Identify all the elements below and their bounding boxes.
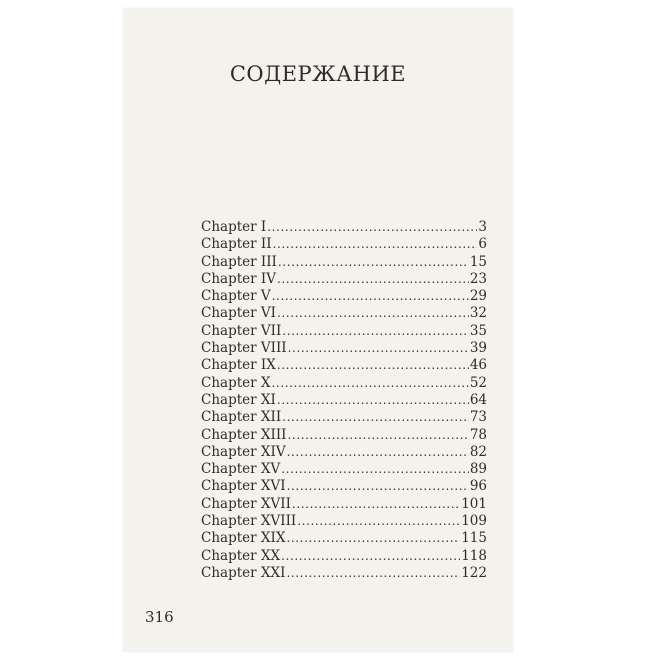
toc-entry-label: Chapter XVIII [201,513,297,530]
toc-entry [201,478,487,495]
toc-entry-label: Chapter VI [201,305,276,322]
toc-entry-page: 73 [469,409,487,426]
toc-entry-page: 35 [469,322,487,339]
toc-entry-page: 118 [461,547,487,564]
toc-entry [201,271,487,288]
toc-entry [201,513,487,530]
toc-dot-leader [292,496,460,513]
toc-entry-label: Chapter XI [201,391,276,408]
toc-entry [201,254,487,271]
toc-dot-leader [278,254,469,271]
toc-entry-page: 82 [469,443,487,460]
toc-dot-leader [287,478,469,495]
book-page [123,8,513,652]
toc-dot-leader [287,427,468,444]
toc-entry [201,444,487,461]
toc-entry-label: Chapter IV [201,270,276,287]
toc-entry-page: 39 [469,340,487,357]
toc-entry-page: 64 [469,391,487,408]
toc-entry-page: 15 [469,253,487,270]
toc-entry-page: 115 [461,530,487,547]
toc-entry-label: Chapter II [201,236,272,253]
toc-dot-leader [272,288,469,305]
toc-entry-label: Chapter X [201,374,271,391]
toc-entry [201,219,487,236]
toc-entry-page: 78 [469,426,487,443]
toc-entry-label: Chapter XVI [201,478,286,495]
toc-dot-leader [277,271,469,288]
toc-dot-leader [281,548,460,565]
toc-dot-leader [286,530,460,547]
toc-entry [201,427,487,444]
toc-entry-page: 109 [461,513,487,530]
toc-entry [201,409,487,426]
toc-entry-label: Chapter XV [201,461,281,478]
toc-dot-leader [288,340,469,357]
toc-entry-label: Chapter XIV [201,443,286,460]
toc-entry [201,392,487,409]
toc-dot-leader [297,513,460,530]
toc-entry-label: Chapter VII [201,322,282,339]
toc-entry [201,357,487,374]
toc-dot-leader [277,392,469,409]
toc-entry-label: Chapter XXI [201,564,286,581]
toc-entry-page: 101 [461,495,487,512]
toc-entry [201,305,487,322]
toc-entry-page: 122 [461,564,487,581]
toc-dot-leader [271,375,468,392]
toc-entry [201,530,487,547]
toc-entry [201,565,487,582]
toc-entry [201,323,487,340]
toc-entry-page: 3 [478,219,487,235]
toc-entry-label: Chapter IX [201,357,276,374]
toc-entry [201,236,487,253]
toc-entry [201,548,487,565]
toc-dot-leader [287,444,469,461]
toc-dot-leader [277,357,469,374]
toc-entry-page: 23 [469,270,487,287]
toc-entry-page: 46 [469,357,487,374]
toc-entry-label: Chapter XIII [201,426,287,443]
toc-entry-page: 96 [469,478,487,495]
toc-entry-page: 89 [469,461,487,478]
toc-entry-label: Chapter V [201,288,271,305]
toc-entry-label: Chapter XVII [201,495,291,512]
toc-entry-label: Chapter VIII [201,340,287,357]
page-number: 316 [145,608,174,626]
toc-entry [201,288,487,305]
toc-dot-leader [267,219,477,236]
toc-entry-label: Chapter III [201,253,277,270]
toc-entry-label: Chapter XII [201,409,282,426]
toc-dot-leader [277,305,469,322]
toc-entry-page: 52 [469,374,487,391]
page-title: СОДЕРЖАНИЕ [229,62,407,86]
toc-entry [201,340,487,357]
table-of-contents [201,219,487,582]
toc-entry [201,496,487,513]
toc-entry-page: 32 [469,305,487,322]
toc-entry-page: 29 [469,288,487,305]
toc-dot-leader [286,565,460,582]
toc-dot-leader [282,323,469,340]
toc-entry-label: Chapter XIX [201,530,286,547]
toc-entry-page: 6 [478,236,487,253]
toc-dot-leader [281,461,469,478]
toc-dot-leader [282,409,469,426]
toc-dot-leader [273,236,478,253]
toc-entry-label: Chapter I [201,219,267,235]
toc-entry [201,375,487,392]
toc-entry [201,461,487,478]
toc-entry-label: Chapter XX [201,547,281,564]
